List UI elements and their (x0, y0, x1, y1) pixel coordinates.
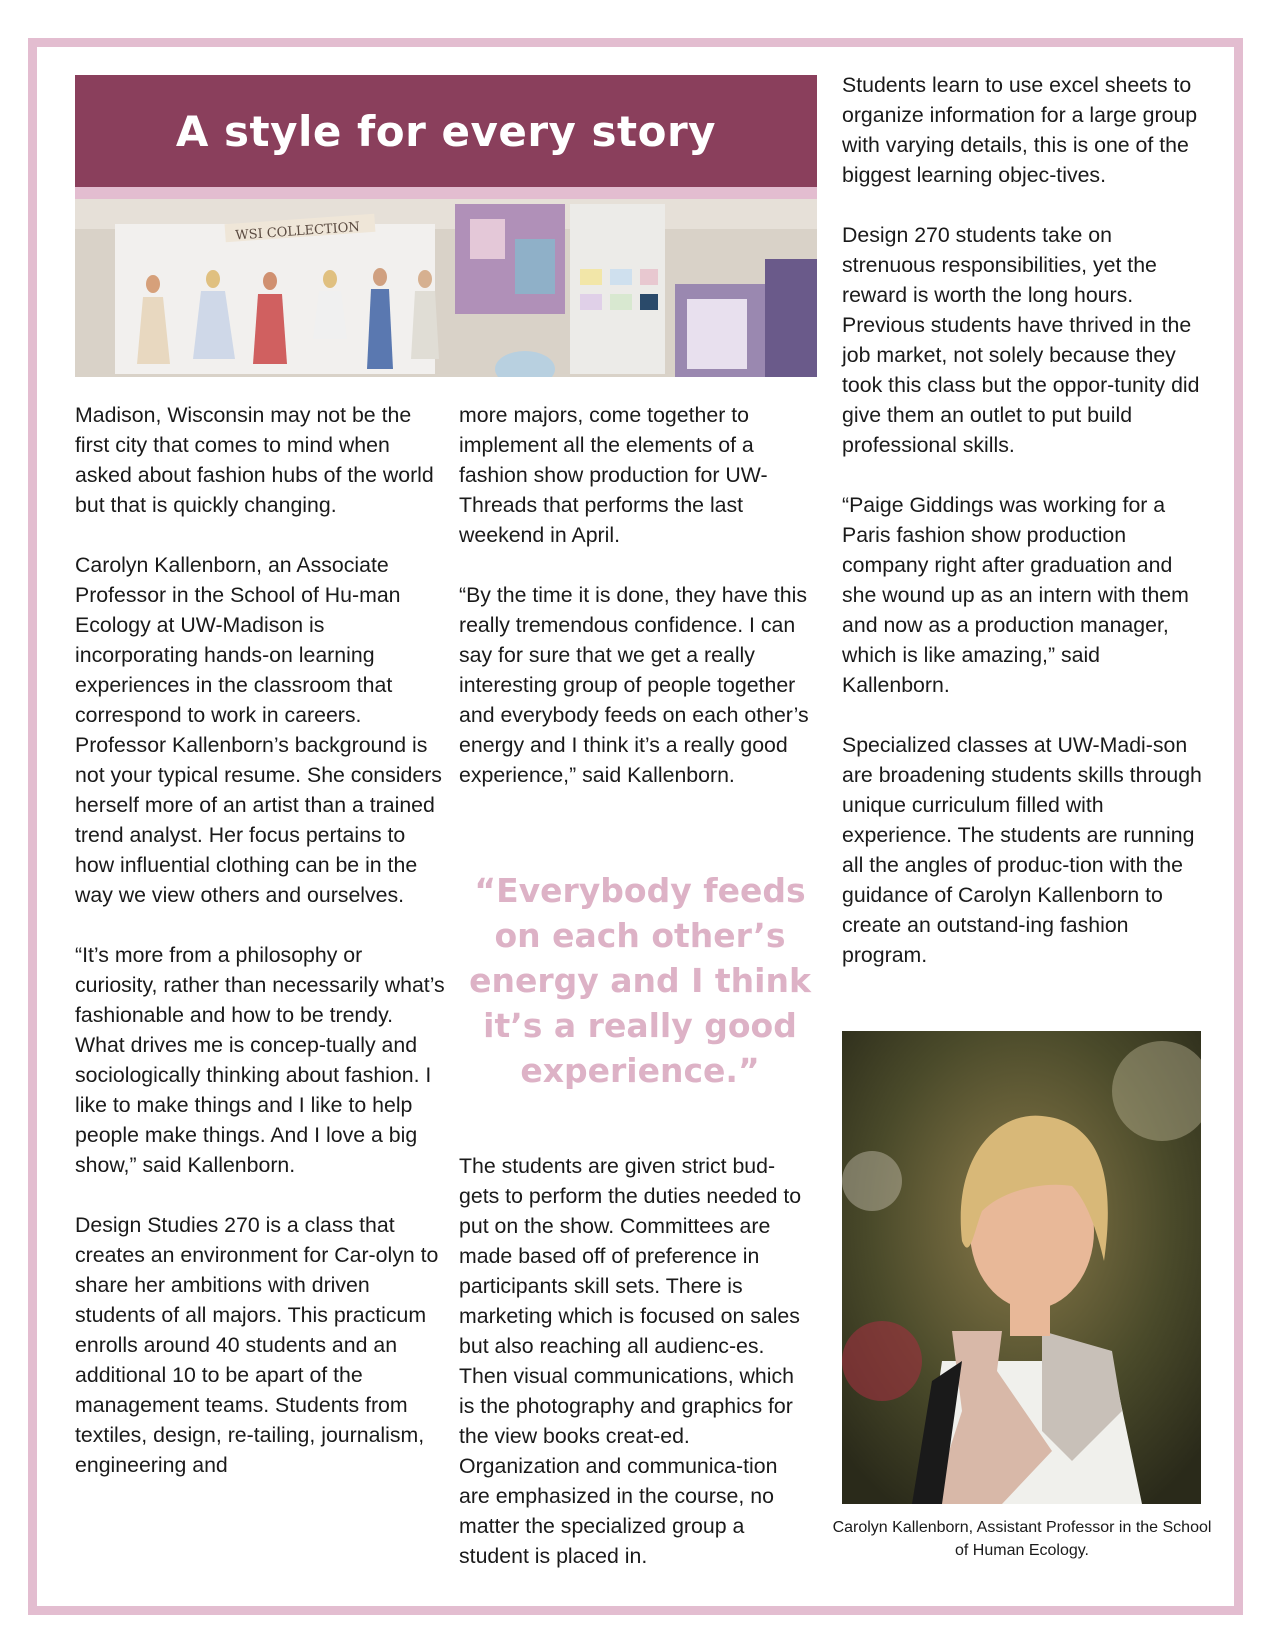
article-column-1 (75, 400, 445, 1510)
paragraph: “Paige Giddings was working for a Paris fashion show production company right after graduation and she wound up as an intern with them and now as a production manager, which is like amazing,” said Kallenborn. (842, 493, 1189, 697)
fashion-sketch-illustration (75, 199, 817, 377)
paragraph: Madison, Wisconsin may not be the first city that comes to mind when asked about fashion hubs of the world but that is quickly changing. (75, 403, 434, 517)
paragraph: Students learn to use excel sheets to organize information for a large group with varying details, this is one of the biggest learning objec-tives. (842, 73, 1198, 187)
paragraph: “By the time it is done, they have this really tremendous confidence. I can say for sure that we get a really interesting group of people together and everybody feeds on each other’s energy and I think it’s a really good experience,” said Kallenborn. (459, 583, 809, 787)
article-column-3 (842, 70, 1207, 1000)
portrait-photo (842, 1031, 1201, 1504)
title-banner (75, 75, 817, 187)
paragraph: Carolyn Kallenborn, an Associate Professor in the School of Hu-man Ecology at UW-Madison is incorporating hands-on learning experiences in the classroom that correspond to work in careers. Professor Kallenborn’s background is not your typical resume. She considers herself more of an artist than a trained trend analyst. Her focus pertains to how influential clothing can be in the way we view others and ourselves. (75, 553, 442, 907)
photo-caption: Carolyn Kallenborn, Assistant Professor in the School of Human Ecology. (832, 1519, 1212, 1559)
paragraph: Design Studies 270 is a class that creates an environment for Car-olyn to share her ambitions with driven students of all majors. This practicum enrolls around 40 students and an additional 10 to be apart of the management teams. Students from textiles, design, re-tailing, journalism, engineering and (75, 1213, 439, 1477)
fashion-sketch-photo (75, 199, 817, 377)
pull-quote: “Everybody feeds on each other’s energy and I think it’s a really good experience.” (469, 871, 811, 1090)
paragraph: “It’s more from a philosophy or curiosity, rather than necessarily what’s fashionable and how to be trendy. What drives me is concep-tually and sociologically thinking about fashion. I like to make things and I like to help people make things. And I love a big show,” said Kallenborn. (75, 943, 445, 1177)
paragraph: The students are given strict bud-gets to perform the duties needed to put on the show. Committees are made based off of preference in participants skill sets. There is marketing which is focused on sales but also reaching all audienc-es. Then visual communications, which is the photography and graphics for the view books creat-ed. Organization and communica-tion are emphasized in the course, no matter the specialized group a student is placed in. (459, 1154, 802, 1568)
paragraph: more majors, come together to implement all the elements of a fashion show production for UW-Threads that performs the last weekend in April. (459, 403, 768, 547)
paragraph: Specialized classes at UW-Madi-son are broadening students skills through unique curriculum filled with experience. The students are running all the angles of produc-tion with the guidance of Carolyn Kallenborn to create an outstand-ing fashion program. (842, 733, 1202, 967)
article-column-2-lower (459, 1151, 814, 1601)
banner-divider (75, 187, 817, 199)
paragraph: Design 270 students take on strenuous responsibilities, yet the reward is worth the long hours. Previous students have thrived in the job market, not solely because they took this class but the oppor-tunity did give them an outlet to put build professional skills. (842, 223, 1200, 457)
article-title: A style for every story (175, 106, 717, 156)
photo-wall-label: WSI COLLECTION (234, 219, 361, 244)
portrait-illustration (842, 1031, 1201, 1504)
article-column-2 (459, 400, 814, 820)
